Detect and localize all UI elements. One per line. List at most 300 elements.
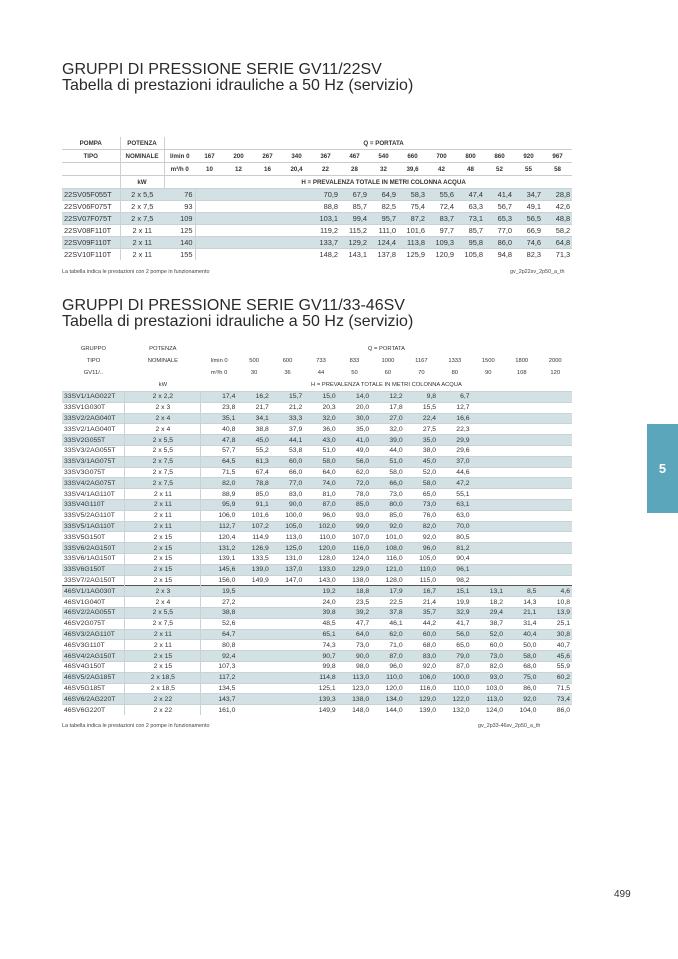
- table-cell: 80: [451, 370, 459, 376]
- table-cell: 92,0: [371, 521, 404, 532]
- table-cell: 71,0: [371, 640, 404, 651]
- table-cell: [505, 413, 538, 424]
- table-cell: 55,1: [438, 489, 471, 500]
- table-cell: [282, 249, 311, 261]
- table-cell: 66,0: [371, 478, 404, 489]
- table-cell: 2 x 4: [125, 597, 201, 608]
- table-cell: 2 x 11: [120, 237, 164, 249]
- table-cell: 16: [253, 163, 282, 176]
- table-cell: 35,1: [201, 413, 237, 424]
- table-cell: 2 x 5,5: [125, 445, 201, 456]
- table-cell: H = PREVALENZA TOTALE IN METRI COLONNA ACQUA: [301, 178, 466, 186]
- table-cell: [253, 225, 282, 237]
- table-cell: 143,1: [340, 249, 369, 261]
- table-cell: [505, 521, 538, 532]
- table-cell: 660: [398, 150, 427, 163]
- table-cell: 28: [340, 163, 369, 176]
- table-cell: 22SV10F110T: [62, 249, 120, 261]
- table-cell: 86,0: [538, 705, 572, 715]
- table-cell: 2 x 11: [125, 521, 201, 532]
- table-cell: 49,0: [338, 445, 371, 456]
- table-cell: 120,0: [304, 543, 337, 554]
- table-cell: [195, 189, 224, 201]
- table-cell: 101,0: [371, 532, 404, 543]
- table-cell: l/min 0: [164, 150, 195, 163]
- table-cell: 8,5: [505, 586, 538, 597]
- table-cell: 15,5: [405, 402, 438, 413]
- table-cell: 32,0: [371, 424, 404, 435]
- table-cell: [472, 532, 505, 543]
- table-cell: 63,1: [438, 499, 471, 510]
- table-cell: 50,0: [505, 640, 538, 651]
- table-cell: 33SV3/1AG075T: [62, 456, 125, 467]
- table-cell: 101,6: [237, 510, 270, 521]
- table-cell: GV11/..: [83, 370, 104, 376]
- table-cell: 2 x 4: [125, 413, 201, 424]
- table-cell: 112,7: [201, 521, 237, 532]
- table-cell: [538, 392, 572, 403]
- table-cell: 2 x 3: [125, 586, 201, 597]
- table-cell: 71,5: [201, 467, 237, 478]
- table-cell: 63,0: [438, 510, 471, 521]
- table-cell: 38,7: [472, 618, 505, 629]
- table-cell: 98,0: [338, 661, 371, 672]
- table-cell: 1333: [448, 358, 462, 364]
- table-cell: [538, 532, 572, 543]
- table-cell: 2 x 7,5: [125, 618, 201, 629]
- table-cell: 29,6: [438, 445, 471, 456]
- table-cell: 600: [282, 358, 293, 364]
- table-cell: 85,0: [237, 489, 270, 500]
- section1-ref: gv_2p22sv_2p50_a_th: [510, 269, 565, 275]
- table-row: [62, 249, 572, 261]
- table-row: [62, 575, 572, 586]
- table-cell: 58,0: [371, 467, 404, 478]
- table-cell: 2 x 5,5: [125, 435, 201, 446]
- table-cell: 128,0: [304, 553, 337, 564]
- table-cell: 129,2: [340, 237, 369, 249]
- table-cell: 46SV1/1AG030T: [62, 586, 125, 597]
- table-cell: [505, 489, 538, 500]
- table-cell: [271, 586, 304, 597]
- table-cell: 967: [543, 150, 572, 163]
- table-cell: 833: [349, 358, 360, 364]
- table-row: [62, 532, 572, 543]
- table-cell: 60,2: [538, 672, 572, 683]
- table-cell: 88,8: [311, 201, 340, 213]
- table-cell: [472, 521, 505, 532]
- table-cell: 46SV4/2AG150T: [62, 651, 125, 662]
- section1-subtitle: Tabella di prestazioni idrauliche a 50 Hz (servizio): [62, 77, 414, 94]
- table-cell: 35,0: [405, 435, 438, 446]
- table-cell: 33SV5/1AG110T: [62, 521, 125, 532]
- table-cell: 125,1: [304, 683, 337, 694]
- table-cell: 90,7: [304, 651, 337, 662]
- table-cell: 104,0: [505, 705, 538, 715]
- table-cell: [237, 597, 270, 608]
- table-cell: 123,0: [338, 683, 371, 694]
- table-cell: 58: [543, 163, 572, 176]
- table-cell: [505, 402, 538, 413]
- table-cell: 6,7: [438, 392, 471, 403]
- table-cell: 96,1: [438, 564, 471, 575]
- table-cell: 2 x 11: [125, 489, 201, 500]
- table-cell: [538, 445, 572, 456]
- table-cell: 51,0: [304, 445, 337, 456]
- table-cell: 15,0: [304, 392, 337, 403]
- table-cell: [237, 629, 270, 640]
- table-cell: 2 x 11: [125, 510, 201, 521]
- table-cell: 39,0: [371, 435, 404, 446]
- table-cell: [271, 705, 304, 715]
- table-cell: 467: [340, 150, 369, 163]
- table-cell: [237, 618, 270, 629]
- table-cell: 16,6: [438, 413, 471, 424]
- table-row: [62, 456, 572, 467]
- table-cell: 56,0: [338, 456, 371, 467]
- table-cell: 93: [164, 201, 195, 213]
- table-cell: 120,0: [371, 683, 404, 694]
- table-cell: 73,0: [472, 651, 505, 662]
- table-cell: 64,8: [543, 237, 572, 249]
- table-cell: 17,4: [201, 392, 237, 403]
- table-cell: 41,4: [485, 189, 514, 201]
- table-cell: 128,0: [371, 575, 404, 586]
- table-cell: 113,8: [398, 237, 427, 249]
- table-cell: 44,2: [405, 618, 438, 629]
- table-row: [62, 402, 572, 413]
- table-cell: 17,9: [371, 586, 404, 597]
- table-cell: 33SV3G075T: [62, 467, 125, 478]
- table-cell: 76: [164, 189, 195, 201]
- table-cell: 42: [427, 163, 456, 176]
- table-cell: 117,2: [201, 672, 237, 683]
- table-cell: 37,0: [438, 456, 471, 467]
- table-cell: 148,2: [311, 249, 340, 261]
- table-cell: 70,0: [438, 521, 471, 532]
- table-cell: 98,2: [438, 575, 471, 586]
- table-cell: 138,0: [338, 694, 371, 705]
- table-cell: 83,7: [427, 213, 456, 225]
- table-cell: 83,0: [271, 489, 304, 500]
- table-cell: 55,2: [237, 445, 270, 456]
- table-cell: 148,0: [338, 705, 371, 715]
- table-cell: 46SV2G075T: [62, 618, 125, 629]
- section1-title: GRUPPI DI PRESSIONE SERIE GV11/22SV: [62, 61, 382, 78]
- table-cell: 85,7: [456, 225, 485, 237]
- table-cell: 65,3: [485, 213, 514, 225]
- table-cell: 61,3: [237, 456, 270, 467]
- table-cell: [282, 225, 311, 237]
- table-cell: 147,0: [271, 575, 304, 586]
- table-row: [62, 564, 572, 575]
- table-cell: 23,8: [201, 402, 237, 413]
- table-cell: [505, 510, 538, 521]
- table-cell: [505, 478, 538, 489]
- table-cell: 149,9: [237, 575, 270, 586]
- table-cell: 109: [164, 213, 195, 225]
- table-cell: 75,4: [398, 201, 427, 213]
- table-cell: 2 x 2,2: [125, 392, 201, 403]
- table-cell: 13,1: [472, 586, 505, 597]
- table-cell: 95,9: [201, 499, 237, 510]
- section2-note: La tabella indica le prestazioni con 2 pompe in funzionamento: [62, 723, 210, 729]
- table-cell: [62, 163, 120, 176]
- table-cell: 90,4: [438, 553, 471, 564]
- table-cell: 129,0: [405, 694, 438, 705]
- table-cell: 2 x 15: [125, 553, 201, 564]
- table-row: [62, 510, 572, 521]
- table-row: [62, 445, 572, 456]
- table-cell: 74,3: [304, 640, 337, 651]
- table-cell: 90: [485, 370, 492, 376]
- table-cell: 62,0: [371, 629, 404, 640]
- table-cell: 21,1: [505, 607, 538, 618]
- table-cell: 44,0: [371, 445, 404, 456]
- table-cell: 90,0: [271, 499, 304, 510]
- table-cell: [195, 201, 224, 213]
- table-cell: 143,0: [304, 575, 337, 586]
- table-header-row: [62, 343, 572, 355]
- table-cell: 161,0: [201, 705, 237, 715]
- table-cell: TIPO: [86, 358, 101, 364]
- table-cell: [271, 640, 304, 651]
- table-cell: 139,1: [201, 553, 237, 564]
- table-cell: 20,3: [304, 402, 337, 413]
- table-cell: m³/h 0: [164, 163, 195, 176]
- table-row: [62, 672, 572, 683]
- table-cell: 22: [311, 163, 340, 176]
- table-cell: 125,0: [271, 543, 304, 554]
- table-cell: [538, 553, 572, 564]
- table-cell: 143,7: [201, 694, 237, 705]
- table-cell: 2 x 3: [125, 402, 201, 413]
- table-cell: 2 x 11: [125, 499, 201, 510]
- table-cell: 1167: [415, 358, 428, 364]
- table-row: [62, 683, 572, 694]
- table-cell: 67,9: [340, 189, 369, 201]
- section1-note: La tabella indica le prestazioni con 2 pompe in funzionamento: [62, 269, 210, 275]
- table-cell: [271, 629, 304, 640]
- table-cell: [271, 672, 304, 683]
- table-cell: 44,1: [271, 435, 304, 446]
- table-cell: 101,6: [398, 225, 427, 237]
- table-cell: 80,5: [438, 532, 471, 543]
- table-row: [62, 607, 572, 618]
- table-cell: 73,1: [456, 213, 485, 225]
- table-cell: [195, 237, 224, 249]
- table-cell: 106,0: [201, 510, 237, 521]
- table-row: [62, 213, 572, 225]
- table-cell: 96,0: [304, 510, 337, 521]
- table-cell: 155: [164, 249, 195, 261]
- table-cell: 17,8: [371, 402, 404, 413]
- table-cell: 53,8: [271, 445, 304, 456]
- table-cell: 77,0: [271, 478, 304, 489]
- table-cell: 105,8: [456, 249, 485, 261]
- table-cell: 105,0: [405, 553, 438, 564]
- table-cell: 87,0: [304, 499, 337, 510]
- table-row: [62, 586, 572, 597]
- table-cell: 500: [249, 358, 259, 364]
- table-cell: 2 x 7,5: [125, 467, 201, 478]
- table-cell: 113,0: [271, 532, 304, 543]
- table-cell: H = PREVALENZA TOTALE IN METRI COLONNA ACQUA: [311, 382, 462, 388]
- table-cell: 74,6: [514, 237, 543, 249]
- table-cell: 22,3: [438, 424, 471, 435]
- table-row: [62, 413, 572, 424]
- table-cell: 200: [224, 150, 253, 163]
- table-cell: [253, 249, 282, 261]
- table-cell: 46SV2/2AG055T: [62, 607, 125, 618]
- table-cell: 82,0: [405, 521, 438, 532]
- table-cell: kW: [158, 382, 168, 388]
- table-cell: 39,8: [304, 607, 337, 618]
- table-cell: 74,0: [304, 478, 337, 489]
- table-cell: [164, 137, 195, 150]
- table-cell: 64,5: [201, 456, 237, 467]
- table-cell: 87,0: [438, 661, 471, 672]
- table-cell: 52,0: [472, 629, 505, 640]
- table-cell: 46SV5G185T: [62, 683, 125, 694]
- table-row: [62, 392, 572, 403]
- table-cell: 14,3: [505, 597, 538, 608]
- table-cell: Q = PORTATA: [367, 346, 405, 352]
- table-cell: 16,7: [405, 586, 438, 597]
- table-cell: 85,0: [371, 510, 404, 521]
- table-row: [62, 640, 572, 651]
- table-cell: 60,0: [405, 629, 438, 640]
- table-cell: 124,0: [338, 553, 371, 564]
- table-cell: 33SV6G150T: [62, 564, 125, 575]
- table-cell: 47,8: [201, 435, 237, 446]
- table-row: [62, 435, 572, 446]
- table-cell: 18,8: [338, 586, 371, 597]
- table-cell: 58,0: [304, 456, 337, 467]
- table-cell: l/min 0: [210, 358, 228, 364]
- table-cell: [538, 575, 572, 586]
- table-cell: 124,0: [472, 705, 505, 715]
- table-cell: 93,0: [472, 672, 505, 683]
- chapter-tab[interactable]: 5: [647, 424, 678, 513]
- table-cell: 125: [164, 225, 195, 237]
- table-cell: [538, 510, 572, 521]
- table-cell: [271, 607, 304, 618]
- table-cell: [237, 705, 270, 715]
- table-cell: 121,0: [371, 564, 404, 575]
- table-cell: 139,0: [405, 705, 438, 715]
- table-cell: 2 x 11: [125, 629, 201, 640]
- table-cell: [472, 467, 505, 478]
- table-cell: 33SV4/1AG110T: [62, 489, 125, 500]
- section2-title: GRUPPI DI PRESSIONE SERIE GV11/33-46SV: [62, 297, 405, 314]
- table-cell: [253, 189, 282, 201]
- table-cell: 21,7: [237, 402, 270, 413]
- table-cell: 36: [284, 370, 291, 376]
- table-cell: 56,7: [485, 201, 514, 213]
- table-cell: [237, 586, 270, 597]
- table-cell: [538, 489, 572, 500]
- table-row: [62, 694, 572, 705]
- table-cell: 106,0: [405, 672, 438, 683]
- table-cell: 27,0: [371, 413, 404, 424]
- table-cell: 132,0: [438, 705, 471, 715]
- table-cell: 38,8: [201, 607, 237, 618]
- table-cell: [538, 564, 572, 575]
- table-cell: [271, 651, 304, 662]
- table-cell: 16,2: [237, 392, 270, 403]
- table-cell: [224, 189, 253, 201]
- table-cell: 79,0: [438, 651, 471, 662]
- table-row: [62, 597, 572, 608]
- table-cell: [505, 543, 538, 554]
- table-cell: 115,2: [340, 225, 369, 237]
- table-cell: [62, 176, 120, 189]
- table-cell: 2 x 7,5: [125, 456, 201, 467]
- table-cell: 82,0: [201, 478, 237, 489]
- table-cell: 2 x 11: [125, 640, 201, 651]
- table-cell: [505, 532, 538, 543]
- table-header-row: [62, 379, 572, 392]
- table-cell: 76,0: [405, 510, 438, 521]
- table-cell: [224, 213, 253, 225]
- table-cell: 124,4: [369, 237, 398, 249]
- table-cell: 80,0: [371, 499, 404, 510]
- table-cell: 60,0: [271, 456, 304, 467]
- table-cell: 33SV6/2AG150T: [62, 543, 125, 554]
- table-cell: 12,2: [371, 392, 404, 403]
- table-cell: 71,5: [538, 683, 572, 694]
- table-cell: 82,3: [514, 249, 543, 261]
- table-cell: POMPA: [62, 137, 120, 150]
- table-cell: kW: [120, 176, 164, 189]
- table-cell: 149,9: [304, 705, 337, 715]
- table-cell: 27,5: [405, 424, 438, 435]
- table-cell: [195, 249, 224, 261]
- table-cell: 122,0: [438, 694, 471, 705]
- table-cell: [164, 176, 195, 189]
- table-cell: 35,7: [405, 607, 438, 618]
- table-cell: 10: [195, 163, 224, 176]
- table-cell: 25,1: [538, 618, 572, 629]
- table-cell: 48: [456, 163, 485, 176]
- table-cell: 267: [253, 150, 282, 163]
- table-cell: 12,7: [438, 402, 471, 413]
- table-cell: 2 x 11: [120, 225, 164, 237]
- table-cell: 99,8: [304, 661, 337, 672]
- table-cell: 103,0: [472, 683, 505, 694]
- table-cell: 120,9: [427, 249, 456, 261]
- table-cell: 108,0: [371, 543, 404, 554]
- table-cell: 133,0: [304, 564, 337, 575]
- table-cell: 34,1: [237, 413, 270, 424]
- table-cell: 2 x 11: [120, 249, 164, 261]
- table-cell: 85,7: [340, 201, 369, 213]
- table-cell: 21,4: [405, 597, 438, 608]
- table-cell: 36,0: [304, 424, 337, 435]
- table-cell: 55: [514, 163, 543, 176]
- table-cell: 65,1: [304, 629, 337, 640]
- table-cell: 34,7: [514, 189, 543, 201]
- table-cell: 860: [485, 150, 514, 163]
- table-cell: 28,8: [543, 189, 572, 201]
- table-cell: 22SV05F055T: [62, 189, 120, 201]
- table-header-row: [62, 163, 572, 176]
- table-cell: 44: [317, 370, 325, 376]
- table-cell: 107,2: [237, 521, 270, 532]
- table-cell: 46SV3G110T: [62, 640, 125, 651]
- table-cell: 22,5: [371, 597, 404, 608]
